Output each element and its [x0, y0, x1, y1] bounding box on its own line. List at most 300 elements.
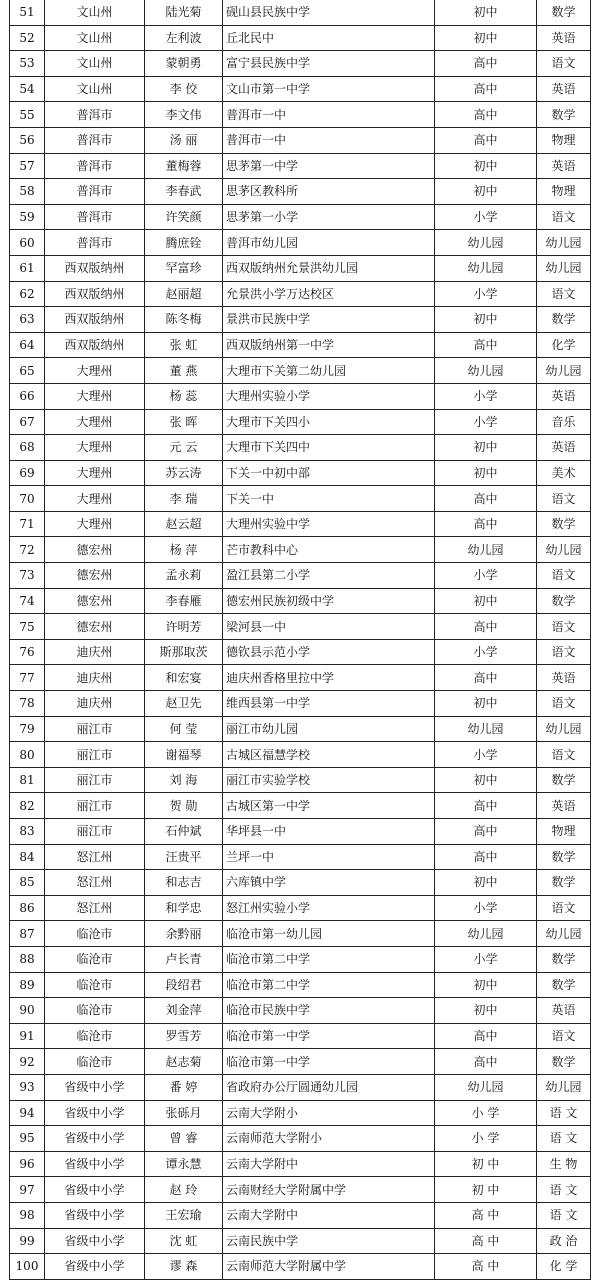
cell-name: 刘 海 [145, 767, 223, 793]
cell-name: 孟永莉 [145, 563, 223, 589]
cell-subject: 音乐 [537, 409, 591, 435]
table-row [10, 665, 591, 691]
cell-name: 赵志菊 [145, 1049, 223, 1075]
cell-number: 99 [10, 1228, 45, 1254]
cell-school: 丘北民中 [223, 25, 435, 51]
cell-region: 普洱市 [45, 153, 145, 179]
cell-subject: 数学 [537, 946, 591, 972]
cell-school: 西双版纳州允景洪幼儿园 [223, 255, 435, 281]
table-row [10, 614, 591, 640]
cell-school: 云南师范大学附小 [223, 1126, 435, 1152]
cell-stage: 高中 [435, 844, 537, 870]
cell-school: 临沧市第一中学 [223, 1023, 435, 1049]
table-row [10, 358, 591, 384]
cell-school: 丽江市幼儿园 [223, 716, 435, 742]
cell-school: 华坪县一中 [223, 819, 435, 845]
cell-stage: 小 学 [435, 1126, 537, 1152]
cell-region: 德宏州 [45, 537, 145, 563]
table-row [10, 588, 591, 614]
cell-stage: 高中 [435, 332, 537, 358]
cell-number: 52 [10, 25, 45, 51]
cell-school: 古城区第一中学 [223, 793, 435, 819]
cell-subject: 幼儿园 [537, 358, 591, 384]
cell-region: 西双版纳州 [45, 281, 145, 307]
cell-number: 81 [10, 767, 45, 793]
cell-stage: 高中 [435, 102, 537, 128]
cell-name: 汤 丽 [145, 127, 223, 153]
cell-number: 58 [10, 179, 45, 205]
cell-subject: 幼儿园 [537, 1074, 591, 1100]
cell-school: 迪庆州香格里拉中学 [223, 665, 435, 691]
cell-region: 迪庆州 [45, 691, 145, 717]
cell-number: 66 [10, 383, 45, 409]
cell-name: 谬 森 [145, 1254, 223, 1280]
cell-subject: 英语 [537, 665, 591, 691]
cell-stage: 初中 [435, 153, 537, 179]
cell-subject: 政 治 [537, 1228, 591, 1254]
cell-school: 下关一中 [223, 486, 435, 512]
cell-stage: 高中 [435, 76, 537, 102]
table-row [10, 204, 591, 230]
cell-stage: 小学 [435, 383, 537, 409]
cell-region: 迪庆州 [45, 639, 145, 665]
cell-number: 55 [10, 102, 45, 128]
cell-name: 赵丽超 [145, 281, 223, 307]
cell-stage: 高中 [435, 665, 537, 691]
cell-number: 85 [10, 870, 45, 896]
cell-name: 王宏瑜 [145, 1202, 223, 1228]
cell-region: 德宏州 [45, 614, 145, 640]
cell-number: 60 [10, 230, 45, 256]
cell-number: 95 [10, 1126, 45, 1152]
cell-school: 普洱市幼儿园 [223, 230, 435, 256]
table-row [10, 767, 591, 793]
cell-number: 100 [10, 1254, 45, 1280]
cell-number: 51 [10, 0, 45, 25]
table-row [10, 153, 591, 179]
cell-school: 德钦县示范小学 [223, 639, 435, 665]
cell-number: 98 [10, 1202, 45, 1228]
cell-subject: 英语 [537, 383, 591, 409]
cell-number: 90 [10, 998, 45, 1024]
cell-name: 罕富珍 [145, 255, 223, 281]
cell-subject: 物理 [537, 179, 591, 205]
cell-number: 80 [10, 742, 45, 768]
cell-school: 允景洪小学万达校区 [223, 281, 435, 307]
cell-subject: 数学 [537, 511, 591, 537]
cell-region: 临沧市 [45, 946, 145, 972]
cell-region: 普洱市 [45, 127, 145, 153]
cell-school: 怒江州实验小学 [223, 895, 435, 921]
cell-school: 临沧市第二中学 [223, 972, 435, 998]
cell-number: 93 [10, 1074, 45, 1100]
cell-stage: 初中 [435, 25, 537, 51]
cell-subject: 幼儿园 [537, 537, 591, 563]
cell-name: 左利波 [145, 25, 223, 51]
table-row [10, 1023, 591, 1049]
cell-stage: 高中 [435, 1023, 537, 1049]
table-row [10, 102, 591, 128]
cell-stage: 初中 [435, 307, 537, 333]
cell-name: 张 虹 [145, 332, 223, 358]
cell-region: 省级中小学 [45, 1202, 145, 1228]
cell-number: 76 [10, 639, 45, 665]
table-row [10, 972, 591, 998]
cell-school: 普洱市一中 [223, 127, 435, 153]
cell-subject: 数学 [537, 0, 591, 25]
cell-region: 德宏州 [45, 588, 145, 614]
cell-name: 刘金萍 [145, 998, 223, 1024]
cell-number: 86 [10, 895, 45, 921]
table-row [10, 1126, 591, 1152]
table-row [10, 127, 591, 153]
cell-stage: 高中 [435, 511, 537, 537]
cell-region: 临沧市 [45, 1049, 145, 1075]
cell-name: 谢福琴 [145, 742, 223, 768]
cell-subject: 英语 [537, 998, 591, 1024]
cell-stage: 高中 [435, 1049, 537, 1075]
cell-stage: 幼儿园 [435, 230, 537, 256]
cell-stage: 初中 [435, 460, 537, 486]
cell-school: 富宁县民族中学 [223, 51, 435, 77]
table-row [10, 179, 591, 205]
table-row [10, 870, 591, 896]
table-row [10, 563, 591, 589]
cell-region: 临沧市 [45, 1023, 145, 1049]
cell-name: 和学忠 [145, 895, 223, 921]
cell-subject: 语 文 [537, 1177, 591, 1203]
cell-number: 92 [10, 1049, 45, 1075]
cell-subject: 英语 [537, 793, 591, 819]
roster-table-body [10, 0, 591, 1279]
table-row [10, 435, 591, 461]
cell-region: 丽江市 [45, 767, 145, 793]
cell-subject: 幼儿园 [537, 921, 591, 947]
cell-region: 迪庆州 [45, 665, 145, 691]
cell-stage: 初 中 [435, 1151, 537, 1177]
cell-subject: 英语 [537, 153, 591, 179]
table-row [10, 409, 591, 435]
cell-school: 临沧市第一中学 [223, 1049, 435, 1075]
cell-number: 69 [10, 460, 45, 486]
table-row [10, 383, 591, 409]
table-row [10, 895, 591, 921]
cell-stage: 初中 [435, 767, 537, 793]
cell-stage: 小学 [435, 204, 537, 230]
cell-stage: 高 中 [435, 1202, 537, 1228]
cell-subject: 幼儿园 [537, 230, 591, 256]
cell-region: 临沧市 [45, 998, 145, 1024]
cell-name: 李春武 [145, 179, 223, 205]
cell-subject: 幼儿园 [537, 255, 591, 281]
cell-number: 84 [10, 844, 45, 870]
cell-school: 省政府办公厅圆通幼儿园 [223, 1074, 435, 1100]
cell-subject: 语文 [537, 691, 591, 717]
cell-subject: 数学 [537, 870, 591, 896]
table-row [10, 537, 591, 563]
table-row [10, 332, 591, 358]
cell-school: 兰坪一中 [223, 844, 435, 870]
table-row [10, 307, 591, 333]
cell-number: 70 [10, 486, 45, 512]
cell-stage: 高中 [435, 51, 537, 77]
cell-region: 普洱市 [45, 179, 145, 205]
cell-name: 蒙朝勇 [145, 51, 223, 77]
cell-stage: 初中 [435, 588, 537, 614]
cell-school: 西双版纳州第一中学 [223, 332, 435, 358]
cell-number: 79 [10, 716, 45, 742]
cell-number: 73 [10, 563, 45, 589]
cell-region: 普洱市 [45, 204, 145, 230]
cell-region: 丽江市 [45, 716, 145, 742]
cell-subject: 物理 [537, 127, 591, 153]
cell-name: 罗雪芳 [145, 1023, 223, 1049]
cell-stage: 高 中 [435, 1228, 537, 1254]
cell-school: 云南大学附小 [223, 1100, 435, 1126]
cell-subject: 语 文 [537, 1126, 591, 1152]
cell-region: 怒江州 [45, 844, 145, 870]
cell-name: 苏云涛 [145, 460, 223, 486]
cell-subject: 英语 [537, 435, 591, 461]
cell-region: 大理州 [45, 409, 145, 435]
cell-number: 62 [10, 281, 45, 307]
cell-region: 大理州 [45, 486, 145, 512]
cell-number: 72 [10, 537, 45, 563]
cell-subject: 生 物 [537, 1151, 591, 1177]
cell-school: 文山市第一中学 [223, 76, 435, 102]
cell-subject: 语文 [537, 1023, 591, 1049]
cell-school: 大理州实验中学 [223, 511, 435, 537]
cell-name: 赵云超 [145, 511, 223, 537]
cell-school: 云南师范大学附属中学 [223, 1254, 435, 1280]
cell-subject: 幼儿园 [537, 716, 591, 742]
cell-number: 74 [10, 588, 45, 614]
cell-number: 67 [10, 409, 45, 435]
table-row [10, 639, 591, 665]
cell-stage: 高中 [435, 486, 537, 512]
table-row [10, 1100, 591, 1126]
cell-number: 57 [10, 153, 45, 179]
cell-school: 大理市下关四小 [223, 409, 435, 435]
cell-region: 省级中小学 [45, 1126, 145, 1152]
table-row [10, 51, 591, 77]
cell-number: 68 [10, 435, 45, 461]
cell-subject: 语文 [537, 51, 591, 77]
table-row [10, 1049, 591, 1075]
cell-school: 古城区福慧学校 [223, 742, 435, 768]
table-row [10, 460, 591, 486]
cell-school: 盈江县第二小学 [223, 563, 435, 589]
cell-name: 段绍君 [145, 972, 223, 998]
table-row [10, 998, 591, 1024]
cell-stage: 幼儿园 [435, 255, 537, 281]
cell-region: 省级中小学 [45, 1074, 145, 1100]
cell-school: 下关一中初中部 [223, 460, 435, 486]
cell-region: 怒江州 [45, 870, 145, 896]
cell-stage: 高中 [435, 793, 537, 819]
cell-name: 赵卫先 [145, 691, 223, 717]
cell-number: 97 [10, 1177, 45, 1203]
cell-number: 83 [10, 819, 45, 845]
cell-subject: 语文 [537, 614, 591, 640]
cell-region: 省级中小学 [45, 1254, 145, 1280]
cell-school: 临沧市第二中学 [223, 946, 435, 972]
cell-school: 德宏州民族初级中学 [223, 588, 435, 614]
cell-school: 云南大学附中 [223, 1202, 435, 1228]
cell-name: 李 佼 [145, 76, 223, 102]
cell-subject: 美术 [537, 460, 591, 486]
cell-name: 张砾月 [145, 1100, 223, 1126]
cell-subject: 语文 [537, 281, 591, 307]
cell-subject: 数学 [537, 767, 591, 793]
cell-stage: 初中 [435, 0, 537, 25]
cell-school: 丽江市实验学校 [223, 767, 435, 793]
cell-name: 张 晖 [145, 409, 223, 435]
cell-stage: 初中 [435, 998, 537, 1024]
cell-number: 91 [10, 1023, 45, 1049]
cell-school: 砚山县民族中学 [223, 0, 435, 25]
cell-stage: 高中 [435, 819, 537, 845]
table-row [10, 1177, 591, 1203]
cell-number: 59 [10, 204, 45, 230]
cell-name: 董 燕 [145, 358, 223, 384]
cell-region: 临沧市 [45, 921, 145, 947]
table-row [10, 0, 591, 25]
cell-subject: 语 文 [537, 1202, 591, 1228]
cell-region: 大理州 [45, 511, 145, 537]
cell-name: 李 瑞 [145, 486, 223, 512]
cell-school: 思茅第一小学 [223, 204, 435, 230]
cell-school: 六库镇中学 [223, 870, 435, 896]
cell-region: 文山州 [45, 25, 145, 51]
cell-school: 普洱市一中 [223, 102, 435, 128]
cell-region: 文山州 [45, 51, 145, 77]
table-row [10, 1202, 591, 1228]
cell-name: 余黔丽 [145, 921, 223, 947]
cell-stage: 小学 [435, 409, 537, 435]
cell-name: 赵 玲 [145, 1177, 223, 1203]
cell-stage: 初中 [435, 691, 537, 717]
table-row [10, 742, 591, 768]
table-row [10, 1074, 591, 1100]
cell-school: 景洪市民族中学 [223, 307, 435, 333]
cell-school: 临沧市第一幼儿园 [223, 921, 435, 947]
cell-region: 大理州 [45, 383, 145, 409]
cell-stage: 幼儿园 [435, 921, 537, 947]
table-row [10, 716, 591, 742]
cell-name: 腾庶铨 [145, 230, 223, 256]
cell-region: 省级中小学 [45, 1177, 145, 1203]
table-row [10, 255, 591, 281]
cell-number: 63 [10, 307, 45, 333]
cell-subject: 英语 [537, 76, 591, 102]
cell-stage: 初中 [435, 435, 537, 461]
cell-name: 何 莹 [145, 716, 223, 742]
cell-subject: 化学 [537, 332, 591, 358]
cell-name: 陆光菊 [145, 0, 223, 25]
cell-region: 文山州 [45, 0, 145, 25]
cell-subject: 数学 [537, 102, 591, 128]
cell-stage: 高中 [435, 127, 537, 153]
cell-region: 德宏州 [45, 563, 145, 589]
table-row [10, 921, 591, 947]
table-row [10, 25, 591, 51]
cell-region: 普洱市 [45, 230, 145, 256]
cell-school: 芒市教科中心 [223, 537, 435, 563]
cell-stage: 幼儿园 [435, 358, 537, 384]
cell-number: 88 [10, 946, 45, 972]
cell-stage: 小学 [435, 563, 537, 589]
cell-number: 54 [10, 76, 45, 102]
cell-region: 西双版纳州 [45, 332, 145, 358]
cell-name: 沈 虹 [145, 1228, 223, 1254]
cell-number: 77 [10, 665, 45, 691]
table-row [10, 946, 591, 972]
cell-name: 石仲斌 [145, 819, 223, 845]
cell-number: 87 [10, 921, 45, 947]
cell-subject: 数学 [537, 588, 591, 614]
cell-name: 元 云 [145, 435, 223, 461]
cell-region: 丽江市 [45, 793, 145, 819]
cell-name: 李春雁 [145, 588, 223, 614]
cell-number: 56 [10, 127, 45, 153]
cell-subject: 语文 [537, 742, 591, 768]
cell-stage: 小学 [435, 742, 537, 768]
cell-subject: 语文 [537, 639, 591, 665]
cell-name: 曾 睿 [145, 1126, 223, 1152]
cell-stage: 初中 [435, 870, 537, 896]
cell-name: 董梅蓉 [145, 153, 223, 179]
cell-name: 和志吉 [145, 870, 223, 896]
cell-number: 71 [10, 511, 45, 537]
cell-subject: 数学 [537, 1049, 591, 1075]
cell-stage: 小学 [435, 895, 537, 921]
cell-subject: 语文 [537, 204, 591, 230]
cell-school: 大理州实验小学 [223, 383, 435, 409]
cell-stage: 幼儿园 [435, 716, 537, 742]
table-row [10, 691, 591, 717]
table-row [10, 230, 591, 256]
cell-stage: 小 学 [435, 1100, 537, 1126]
cell-name: 陈冬梅 [145, 307, 223, 333]
cell-number: 89 [10, 972, 45, 998]
cell-school: 临沧市民族中学 [223, 998, 435, 1024]
cell-number: 75 [10, 614, 45, 640]
cell-school: 思茅第一中学 [223, 153, 435, 179]
table-row [10, 844, 591, 870]
cell-number: 61 [10, 255, 45, 281]
cell-region: 丽江市 [45, 742, 145, 768]
cell-name: 杨 萍 [145, 537, 223, 563]
cell-name: 和宏宴 [145, 665, 223, 691]
table-row [10, 486, 591, 512]
cell-region: 文山州 [45, 76, 145, 102]
cell-stage: 高 中 [435, 1254, 537, 1280]
cell-name: 贺 勋 [145, 793, 223, 819]
cell-region: 大理州 [45, 435, 145, 461]
cell-subject: 化 学 [537, 1254, 591, 1280]
cell-region: 怒江州 [45, 895, 145, 921]
table-row [10, 76, 591, 102]
cell-stage: 小学 [435, 281, 537, 307]
cell-subject: 语 文 [537, 1100, 591, 1126]
cell-subject: 数学 [537, 307, 591, 333]
cell-number: 78 [10, 691, 45, 717]
cell-subject: 语文 [537, 486, 591, 512]
table-row [10, 819, 591, 845]
table-row [10, 511, 591, 537]
cell-region: 省级中小学 [45, 1151, 145, 1177]
